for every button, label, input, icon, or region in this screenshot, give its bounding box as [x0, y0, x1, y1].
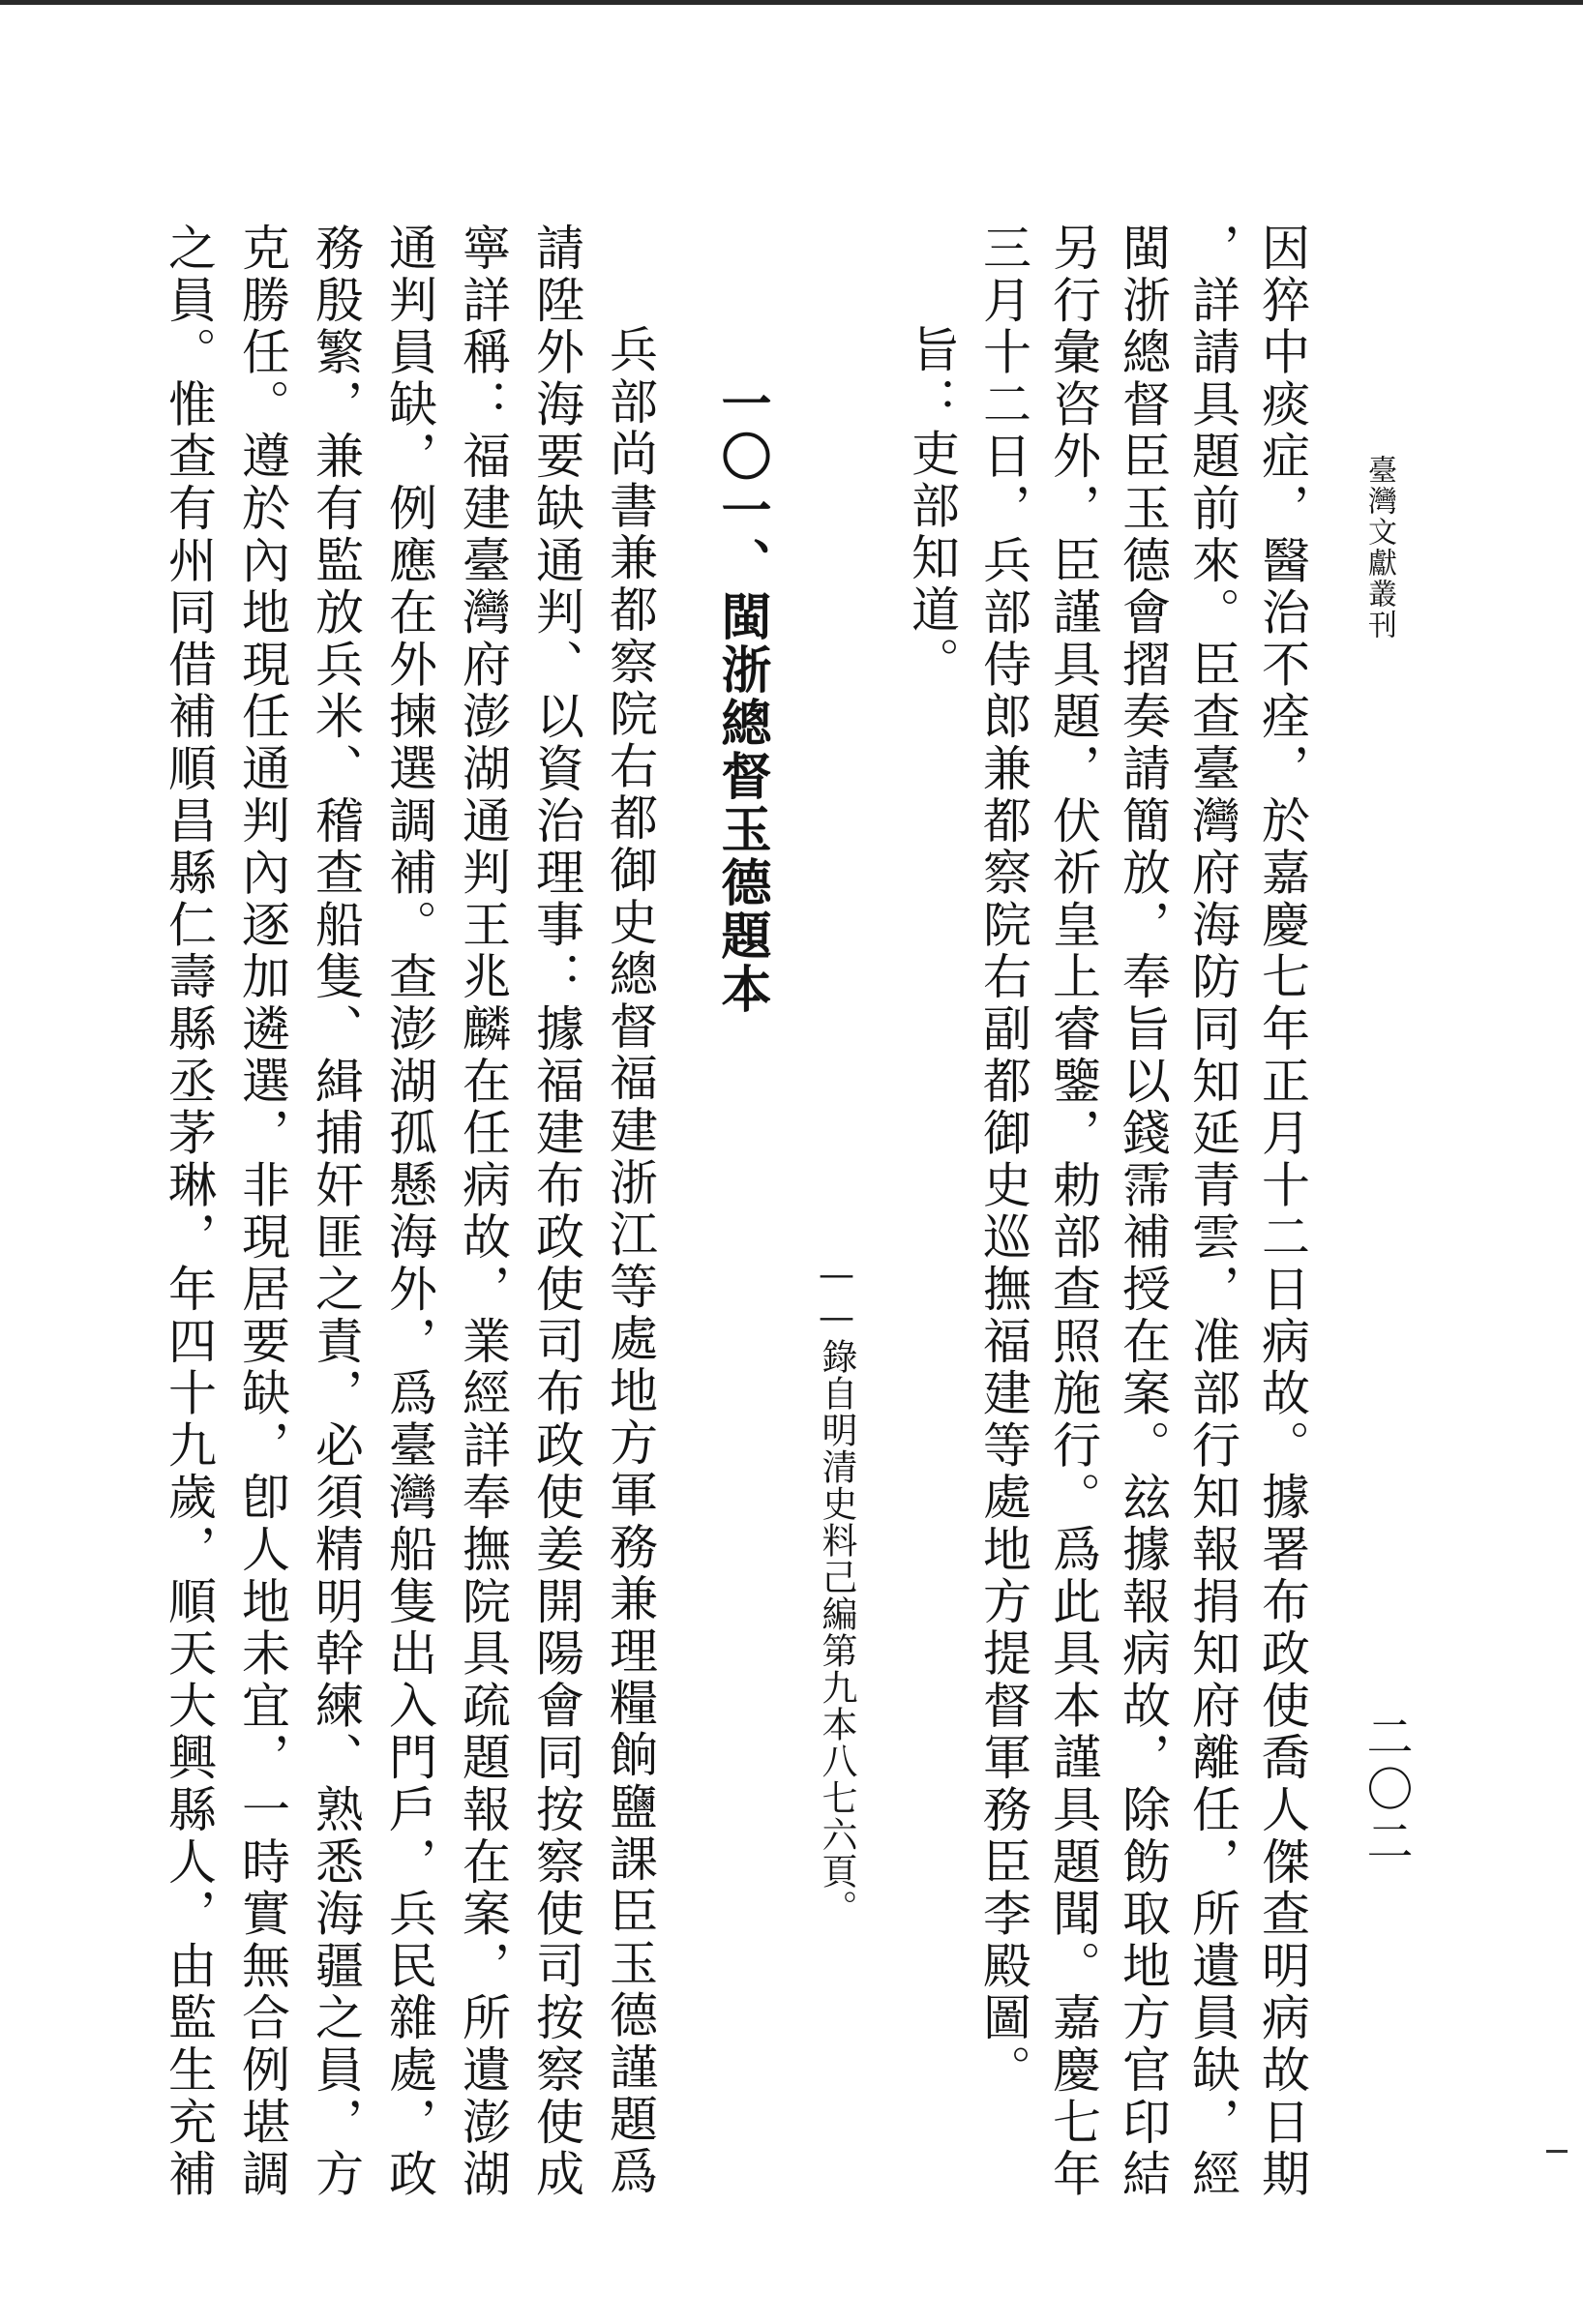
text-column-5: 三月十二日，兵部侍郎兼都察院右副都御史巡撫福建等處地方提督軍務臣李殿圖。 — [975, 223, 1031, 2097]
section-column-7: 之員。惟查有州同借補順昌縣仁壽縣丞茅琳，年四十九歲，順天大興縣人，由監生充補 — [161, 223, 217, 2201]
text-column-2: ，詳請具題前來。臣查臺灣府海防同知延青雲，准部行知報捐知府離任，所遺員缺，經 — [1184, 223, 1240, 2201]
text-column-4: 另行彙咨外，臣謹具題，伏祈皇上睿鑒，勅部查照施行。爲此具本謹具題聞。嘉慶七年 — [1045, 223, 1101, 2201]
section-column-4: 通判員缺，例應在外揀選調補。查澎湖孤懸海外，爲臺灣船隻出入門戶，兵民雜處，政 — [381, 223, 437, 2201]
section-column-5: 務殷繁，兼有監放兵米、稽查船隻、緝捕奸匪之責，必須精明幹練、熟悉海疆之員，方 — [308, 223, 364, 2201]
page-number: 二〇二 — [1359, 1713, 1413, 1869]
section-title: 一〇一、閩浙總督玉德題本 — [712, 377, 771, 1016]
text-column-6: 旨：吏部知道。 — [904, 324, 960, 689]
section-column-6: 克勝任。遵於內地現任通判內逐加遴選，非現居要缺，卽人地未宜，一時實無合例堪調 — [234, 223, 290, 2201]
running-header: 臺灣文獻叢刊 — [1362, 455, 1396, 641]
text-column-3: 閩浙總督臣玉德會摺奏請簡放，奉旨以錢霈補授在案。玆據報病故，除飭取地方官印結 — [1115, 223, 1171, 2201]
source-note: ——錄自明清史料己編第九本八七六頁。 — [816, 1253, 857, 1926]
section-column-2: 請陞外海要缺通判、以資治理事：據福建布政使司布政使姜開陽會同按察使司按察使成 — [528, 223, 584, 2201]
text-column-1: 因猝中痰症，醫治不痊，於嘉慶七年正月十二日病故。據署布政使喬人傑查明病故日期 — [1254, 223, 1310, 2201]
top-border — [0, 0, 1583, 5]
section-column-3: 寧詳稱：福建臺灣府澎湖通判王兆麟在任病故，業經詳奉撫院具疏題報在案，所遺澎湖 — [455, 223, 511, 2201]
margin-mark — [1546, 2150, 1568, 2153]
section-column-1: 兵部尚書兼都察院右都御史總督福建浙江等處地方軍務兼理糧餉鹽課臣玉德謹題爲 — [602, 324, 658, 2198]
